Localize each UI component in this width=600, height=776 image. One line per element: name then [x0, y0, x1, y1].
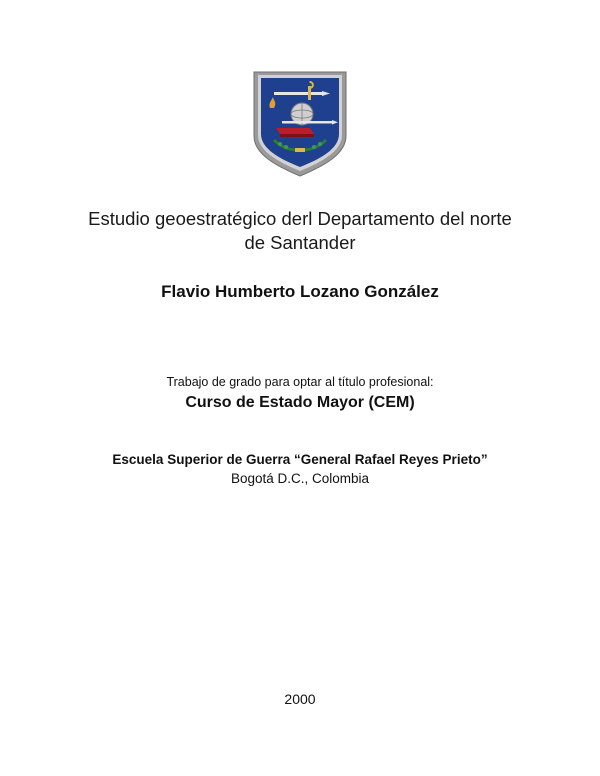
thesis-title-line-2: de Santander: [244, 232, 356, 253]
institution-location: Bogotá D.C., Colombia: [230, 471, 370, 486]
thesis-title-line-1: Estudio geoestratégico derl Departamento del norte: [88, 208, 512, 229]
degree-purpose-text: Trabajo de grado para optar al título profesional:: [166, 375, 434, 389]
publication-year: 2000: [284, 691, 316, 707]
degree-name: Curso de Estado Mayor (CEM): [185, 394, 415, 411]
institution-name: Escuela Superior de Guerra “General Rafael Reyes Prieto”: [112, 452, 488, 467]
institution-crest-icon: [252, 70, 348, 178]
author-name: Flavio Humberto Lozano González: [161, 282, 439, 301]
